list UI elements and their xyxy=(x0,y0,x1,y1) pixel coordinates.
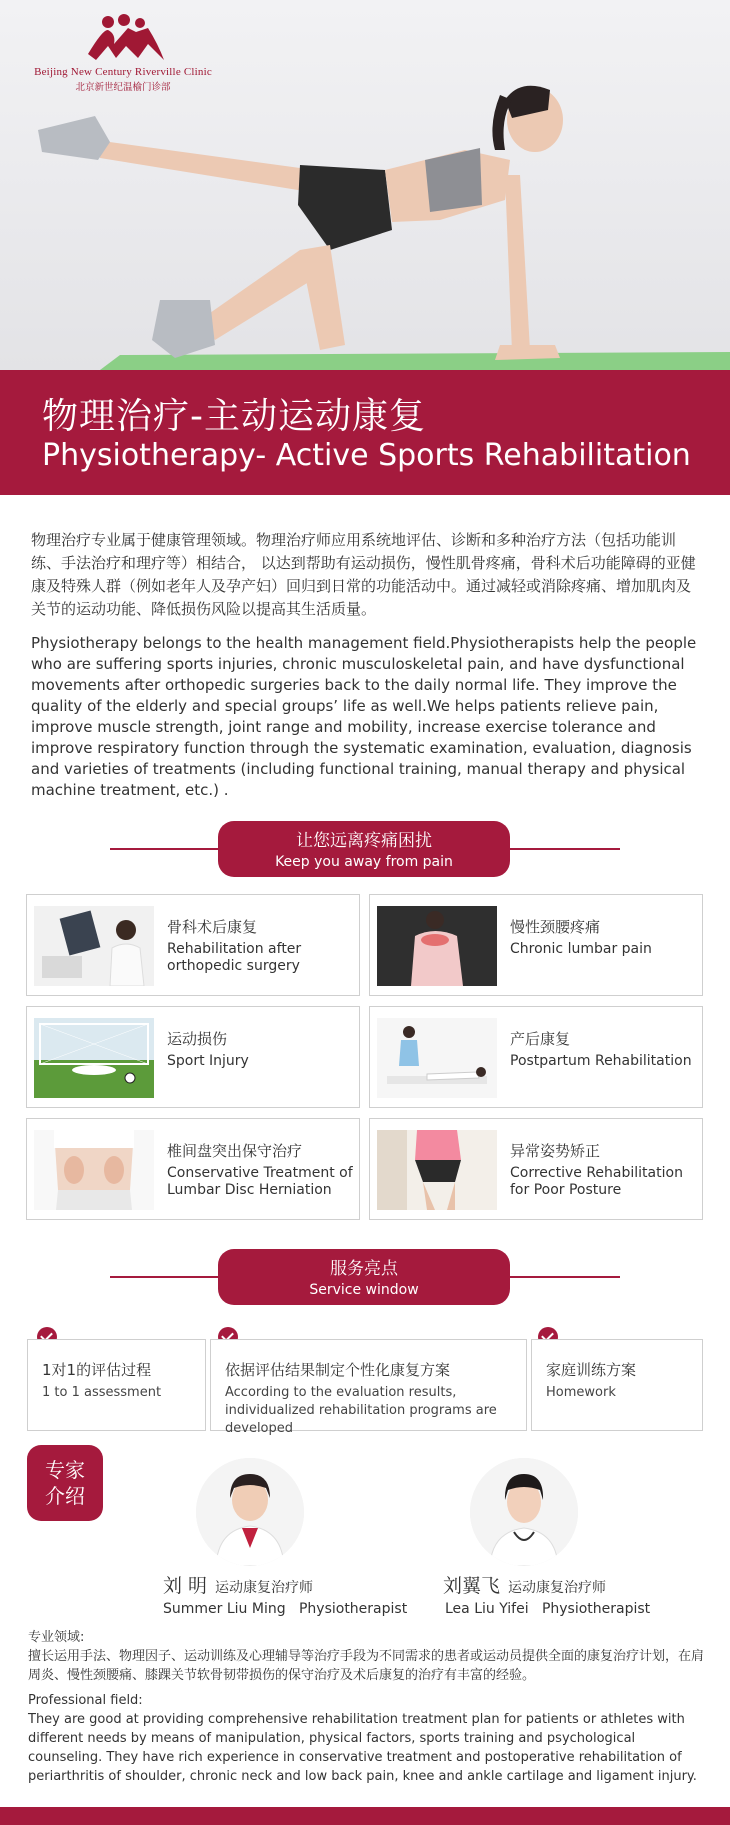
expert-title-en: Physiotherapist xyxy=(298,1601,408,1617)
section-pill xyxy=(218,821,510,877)
service-card xyxy=(369,1006,703,1108)
divider-line xyxy=(508,848,620,850)
soccer-injury-photo xyxy=(34,1018,154,1098)
section-header-pain xyxy=(0,821,730,877)
service-title-en: Conservative Treatment of Lumbar Disc Herniation xyxy=(167,1165,353,1198)
expert-name-cn: 刘翼飞 xyxy=(443,1575,501,1597)
section-pill xyxy=(218,1249,510,1305)
expert-title-cn: 运动康复治疗师 xyxy=(215,1580,314,1596)
intro-text-en: Physiotherapy belongs to the health management field.Physiotherapists help the people who are suffering sports injuries, chronic musculoskeletal pain, and have dysfunctional movements after orthopedic surgeries back to the daily normal life. They improve the quality of the elderly and special groups’ life as well.We helps patients relieve pain, improve muscle strength, joint range and mobility, increase exercise tolerance and improve respiratory function through the systematic examination, evaluation, diagnosis and varieties of treatments (including functional training, manual therapy and physical machine treatment, etc.) . xyxy=(31,634,697,799)
service-title-en: Postpartum Rehabilitation xyxy=(510,1053,692,1069)
logo-figures-icon xyxy=(78,14,168,64)
lower-back-photo xyxy=(34,1130,154,1210)
back-pain-photo xyxy=(377,906,497,986)
service-title-cn: 慢性颈腰疼痛 xyxy=(510,918,601,936)
service-title-en: Sport Injury xyxy=(167,1053,249,1069)
service-window-box xyxy=(531,1339,703,1431)
service-card xyxy=(369,1118,703,1220)
expert-photo xyxy=(196,1458,304,1566)
divider-line xyxy=(110,848,220,850)
service-title-en: Chronic lumbar pain xyxy=(510,941,652,957)
service-window-title-en: Homework xyxy=(546,1385,616,1400)
section-title-cn: 让您远离疼痛困扰 xyxy=(296,831,432,851)
divider-line xyxy=(508,1276,620,1278)
professional-text-en: They are good at providing comprehensive rehabilitation treatment plan for patients or athletes with different needs by means of manipulation, physical factors, sports training and psychological counseling. They have rich experience in conservative treatment and postoperative rehabilitation of periarthritis of shoulder, chronic neck and low back pain, knee and ankle cartilage and ligament injury. xyxy=(28,1712,697,1784)
page-title-en: Physiotherapy- Active Sports Rehabilitation xyxy=(42,438,691,473)
logo-name-cn: 北京新世纪温榆门诊部 xyxy=(75,82,171,93)
experts-badge xyxy=(27,1445,103,1521)
professional-label-en: Professional field: xyxy=(28,1693,143,1708)
title-band xyxy=(0,370,730,495)
expert-title-cn: 运动康复治疗师 xyxy=(508,1580,607,1596)
experts-badge-label: 专家介绍 xyxy=(45,1458,85,1508)
expert-name-en: Lea Liu Yifei xyxy=(445,1601,529,1617)
service-card xyxy=(26,1118,360,1220)
service-title-cn: 异常姿势矫正 xyxy=(510,1142,601,1160)
expert-name-en-line xyxy=(163,1601,407,1617)
professional-label-cn: 专业领域: xyxy=(28,1630,85,1645)
intro-section xyxy=(31,529,699,801)
service-title-cn: 椎间盘突出保守治疗 xyxy=(167,1142,303,1160)
expert-title-en: Physiotherapist xyxy=(541,1601,651,1617)
service-card xyxy=(26,894,360,996)
avatar xyxy=(470,1458,578,1566)
clinic-logo xyxy=(28,14,218,93)
expert-name-cn: 刘 明 xyxy=(163,1575,208,1597)
expert-name xyxy=(443,1571,606,1598)
service-card xyxy=(369,894,703,996)
page-title-cn: 物理治疗-主动运动康复 xyxy=(42,396,426,437)
service-title-cn: 骨科术后康复 xyxy=(167,918,258,936)
service-title-en: Rehabilitation after orthopedic surgery xyxy=(167,941,302,974)
posture-photo xyxy=(377,1130,497,1210)
expert-photo xyxy=(470,1458,578,1566)
service-card xyxy=(26,1006,360,1108)
section-header-service xyxy=(0,1249,730,1305)
expert-name-en-line xyxy=(445,1601,650,1617)
expert-name-en: Summer Liu Ming xyxy=(163,1601,286,1617)
service-window-title-en: According to the evaluation results, individualized rehabilitation programs are developed xyxy=(225,1385,497,1436)
intro-text-cn: 物理治疗专业属于健康管理领域。物理治疗师应用系统地评估、诊断和多种治疗方法（包括功能训练、手法治疗和理疗等）相结合， 以达到帮助有运动损伤，慢性肌骨疼痛，骨科术后功能障碍的亚健康及特殊人群（例如老年人及孕产妇）回归到日常的功能活动中。通过减轻或消除疼痛、增加肌肉及关节的运动功能、降低损伤风险以提高其生活质量。 xyxy=(31,531,696,618)
professional-text-cn: 擅长运用手法、物理因子、运动训练及心理辅导等治疗手段为不同需求的患者或运动员提供全面的康复治疗计划，在肩周炎、慢性颈腰痛、膝踝关节软骨韧带损伤的保守治疗及术后康复的治疗有丰富的经验。 xyxy=(28,1649,705,1683)
doctor-xray-photo xyxy=(34,906,154,986)
service-window-title-cn: 家庭训练方案 xyxy=(546,1361,637,1379)
service-window-box xyxy=(27,1339,206,1431)
service-title-cn: 运动损伤 xyxy=(167,1030,228,1048)
section-title-cn: 服务亮点 xyxy=(330,1259,398,1279)
service-window-box xyxy=(210,1339,527,1436)
postpartum-photo xyxy=(377,1018,497,1098)
divider-line xyxy=(110,1276,220,1278)
service-title-en: Corrective Rehabilitation for Poor Posture xyxy=(510,1165,683,1198)
logo-name-en: Beijing New Century Riverville Clinic xyxy=(34,66,212,78)
expert-name xyxy=(163,1571,313,1598)
hero-banner xyxy=(0,0,730,370)
section-title-en: Service window xyxy=(309,1282,419,1298)
professional-field-cn xyxy=(28,1628,704,1685)
avatar xyxy=(196,1458,304,1566)
professional-field-en xyxy=(28,1691,704,1786)
bottom-bar xyxy=(0,1807,730,1825)
section-title-en: Keep you away from pain xyxy=(275,854,453,870)
service-window-title-cn: 1对1的评估过程 xyxy=(42,1361,152,1379)
service-title-cn: 产后康复 xyxy=(510,1030,571,1048)
service-window-title-cn: 依据评估结果制定个性化康复方案 xyxy=(225,1361,451,1379)
service-window-title-en: 1 to 1 assessment xyxy=(42,1385,162,1400)
